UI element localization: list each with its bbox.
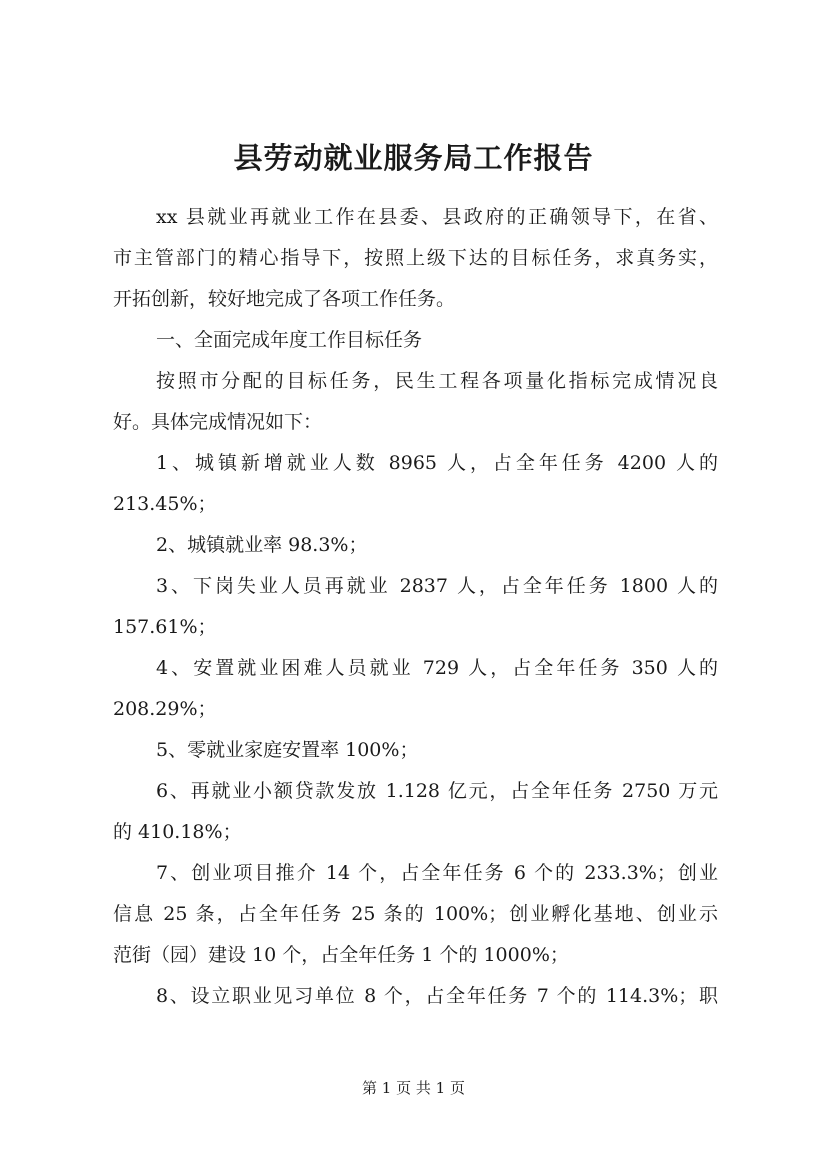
- paragraph-line: 好。具体完成情况如下：: [113, 411, 323, 433]
- list-item: 6、再就业小额贷款发放 1.128 亿元，占全年任务 2750 万元: [156, 780, 718, 802]
- list-item-continuation: 信息 25 条，占全年任务 25 条的 100%；创业孵化基地、创业示: [113, 903, 718, 925]
- list-item-continuation: 157.61%；: [113, 616, 217, 638]
- paragraph-line: xx 县就业再就业工作在县委、县政府的正确领导下，在省、: [156, 206, 718, 228]
- list-item-continuation: 的 410.18%；: [113, 821, 242, 843]
- list-item: 7、创业项目推介 14 个，占全年任务 6 个的 233.3%；创业: [156, 862, 718, 884]
- paragraph-line: 市主管部门的精心指导下，按照上级下达的目标任务，求真务实，: [113, 247, 718, 269]
- list-item-continuation: 范街（园）建设 10 个，占全年任务 1 个的 1000%；: [113, 944, 569, 966]
- list-item: 8、设立职业见习单位 8 个，占全年任务 7 个的 114.3%；职: [156, 985, 718, 1007]
- list-item: 4、安置就业困难人员就业 729 人，占全年任务 350 人的: [156, 657, 718, 679]
- list-item-continuation: 208.29%；: [113, 698, 217, 720]
- page-footer: 第 1 页 共 1 页: [362, 1079, 465, 1097]
- document-body: [113, 197, 718, 1017]
- document-title: 县劳动就业服务局工作报告: [233, 141, 594, 175]
- list-item: 3、下岗失业人员再就业 2837 人，占全年任务 1800 人的: [156, 575, 718, 597]
- paragraph-line: 开拓创新，较好地完成了各项工作任务。: [113, 288, 456, 310]
- list-item-continuation: 213.45%；: [113, 493, 217, 515]
- list-item: 5、零就业家庭安置率 100%；: [156, 739, 419, 761]
- section-heading: 一、全面完成年度工作目标任务: [156, 329, 423, 351]
- paragraph-line: 按照市分配的目标任务，民生工程各项量化指标完成情况良: [156, 370, 718, 392]
- list-item: 1、城镇新增就业人数 8965 人，占全年任务 4200 人的: [156, 452, 718, 474]
- list-item: 2、城镇就业率 98.3%；: [156, 534, 368, 556]
